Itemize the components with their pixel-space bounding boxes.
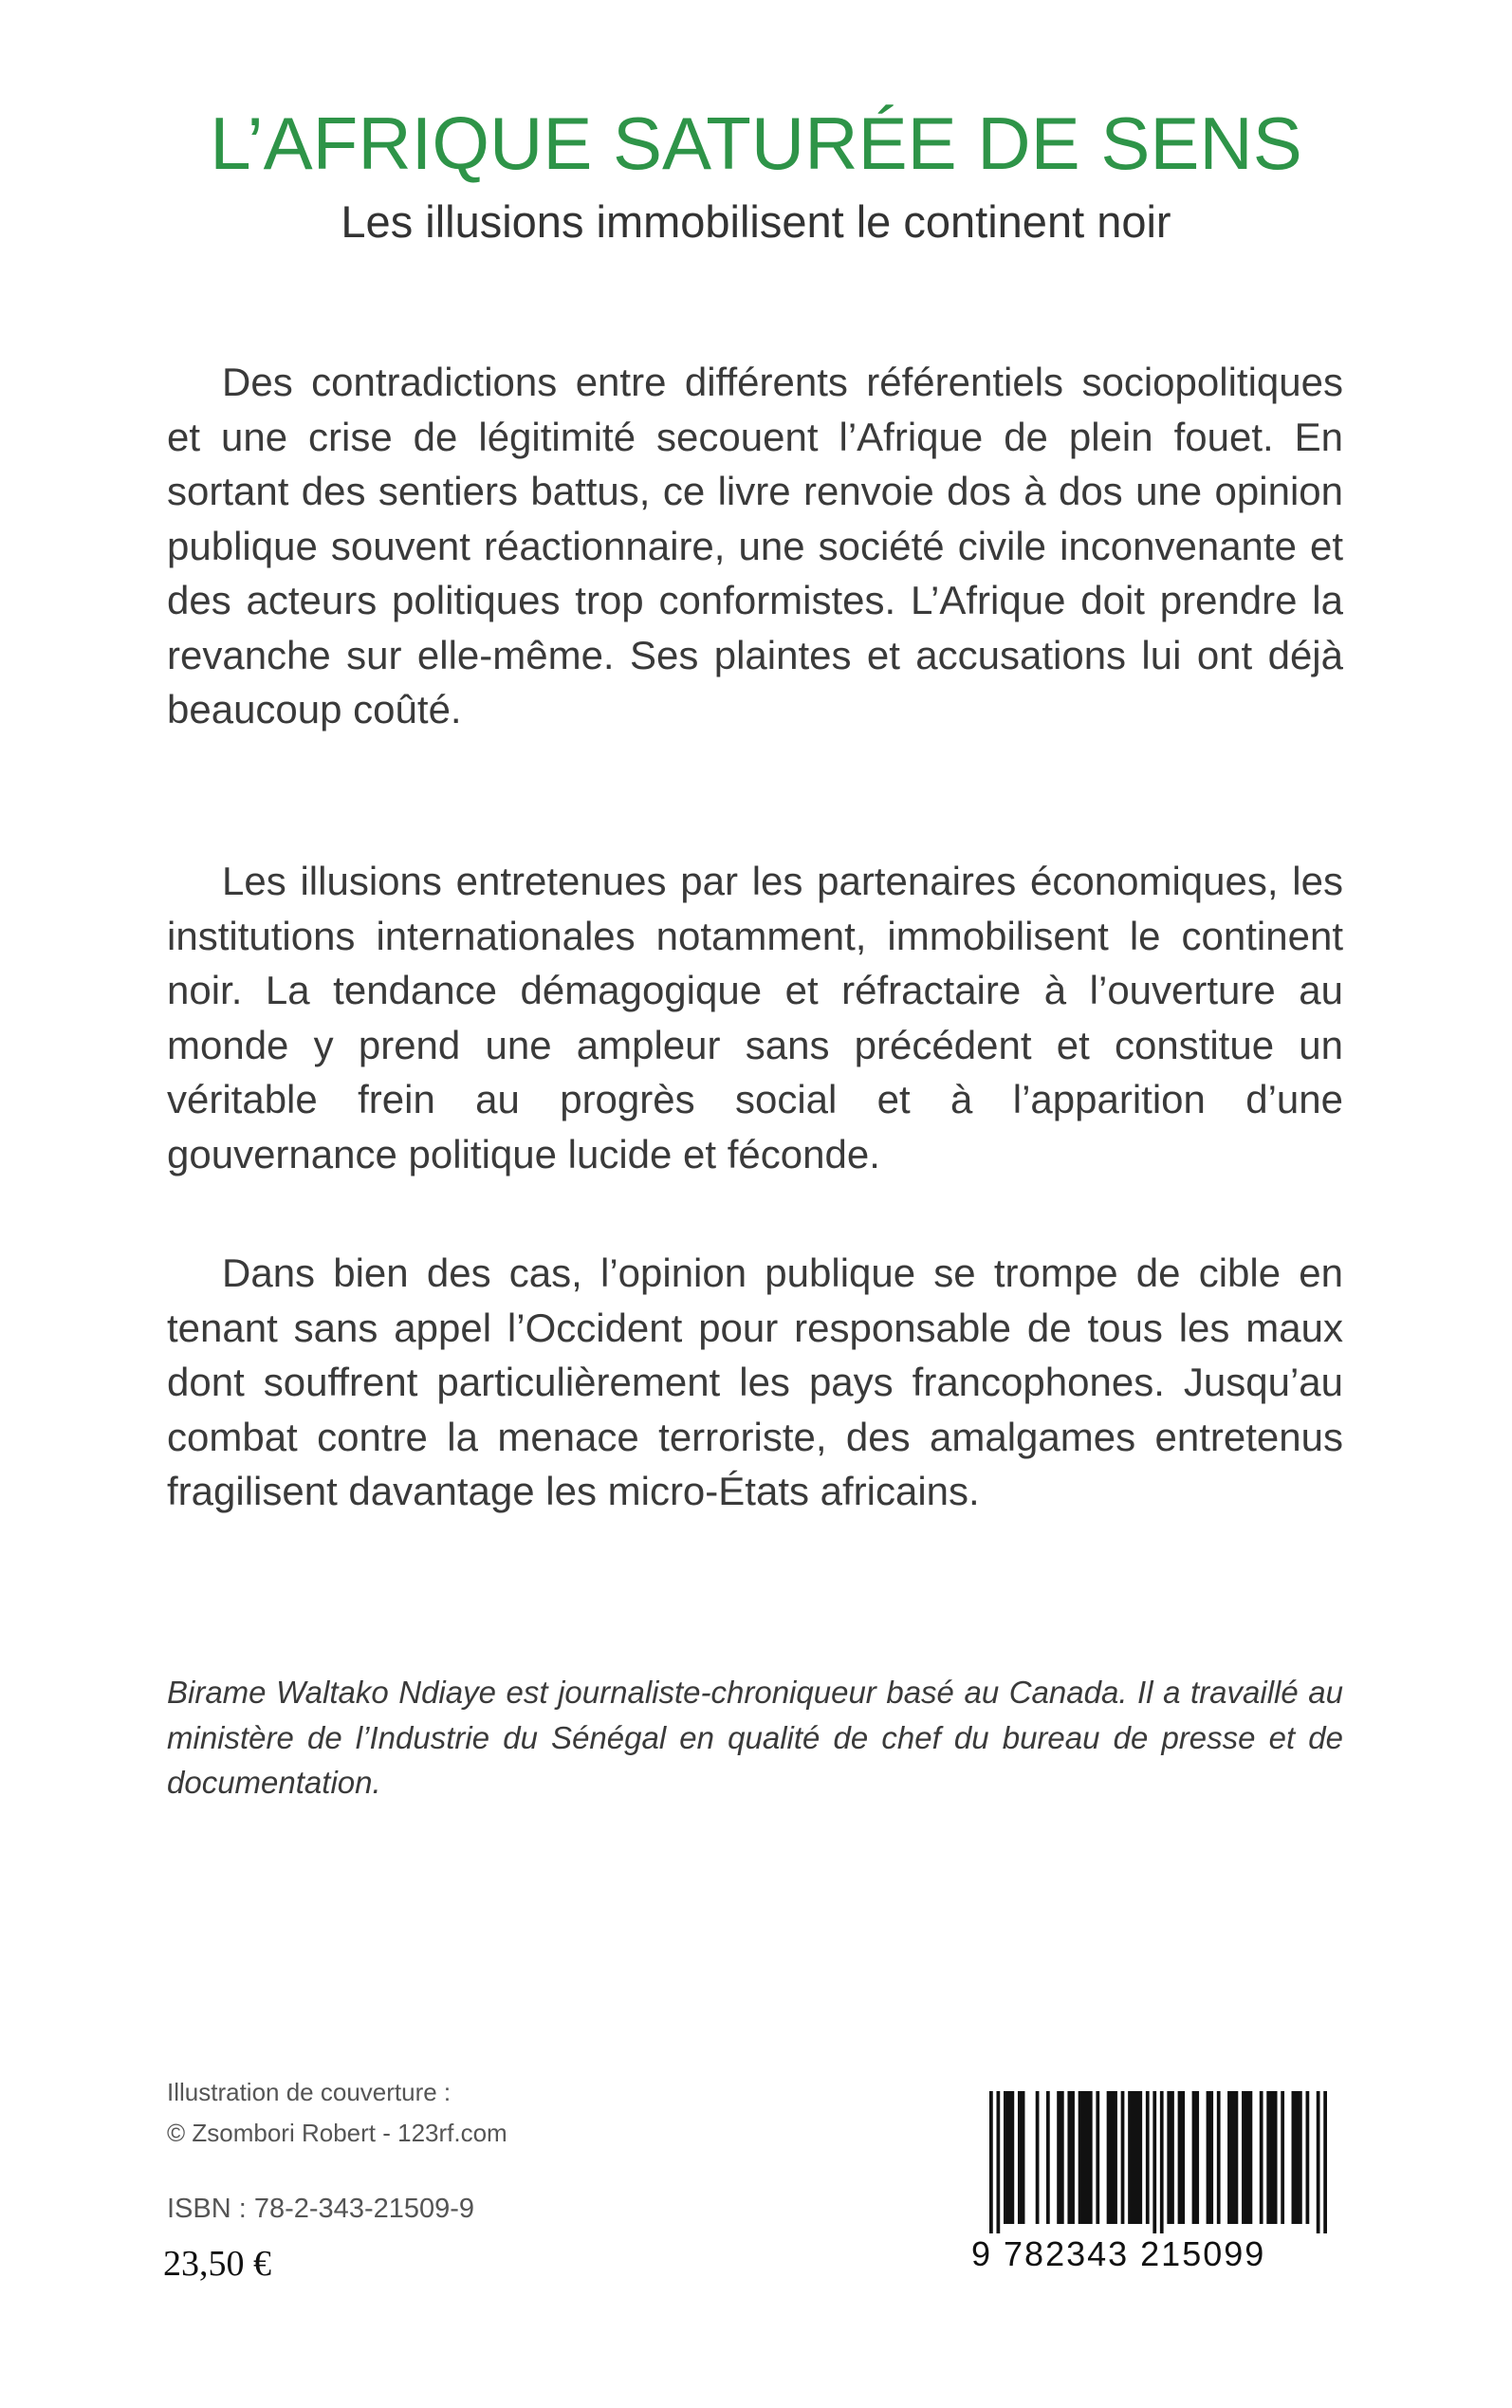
barcode-bar xyxy=(1292,2091,1302,2224)
barcode-bar xyxy=(1178,2091,1185,2224)
barcode-bar xyxy=(1057,2091,1063,2224)
barcode-bar xyxy=(989,2091,993,2233)
barcode-bar xyxy=(1036,2091,1040,2224)
barcode-bar xyxy=(1046,2091,1050,2224)
blurb-paragraph-2: Les illusions entretenues par les partenaires économiques, les institutions internationales notamment, immobilisent le continent noir. La tendance démagogique et réfractaire à l’ouverture au monde y prend une ampleur sans précédent et constitue un véritable frein au progrès social et à l’apparition d’une gouvernance politique lucide et féconde. xyxy=(167,859,1343,1176)
barcode-bar xyxy=(1121,2091,1125,2224)
barcode-bar xyxy=(1096,2091,1099,2224)
barcode-bar xyxy=(1067,2091,1074,2224)
barcode-bar xyxy=(1207,2091,1213,2224)
book-subtitle: Les illusions immobilisent le continent noir xyxy=(341,196,1171,247)
barcode-bar xyxy=(1079,2091,1093,2224)
barcode-bar xyxy=(1306,2091,1310,2224)
barcode-bar xyxy=(1128,2091,1142,2224)
barcode-bar xyxy=(1266,2091,1277,2224)
barcode-bar xyxy=(1152,2091,1156,2233)
isbn: ISBN : 78-2-343-21509-9 xyxy=(167,2194,475,2224)
barcode-bar xyxy=(1227,2091,1238,2224)
barcode-bar xyxy=(1146,2091,1150,2224)
barcode-bar xyxy=(1160,2091,1164,2233)
barcode-bar xyxy=(996,2091,1000,2233)
price: 23,50 € xyxy=(163,2244,271,2284)
barcode-bar xyxy=(1323,2091,1327,2233)
author-bio: Birame Waltako Ndiaye est journaliste-chroniqueur basé au Canada. Il a travaillé au ministère de l’Industrie du Sénégal en qualité de chef du bureau de presse et de documentation. xyxy=(167,1675,1343,1800)
barcode-bar xyxy=(1167,2091,1173,2224)
book-title: L’AFRIQUE SATURÉE DE SENS xyxy=(210,102,1302,185)
illustration-label: Illustration de couverture : xyxy=(167,2078,452,2106)
blurb-paragraph-1: Des contradictions entre différents référentiels sociopolitiques et une crise de légitimité secouent l’Afrique de plein fouet. En sortant des sentiers battus, ce livre renvoie dos à dos une opinion publique souvent réactionnaire, une société civile inconvenante et des acteurs politiques trop conformistes. L’Afrique doit prendre la revanche sur elle-même. Ses plaintes et accusations lui ont déjà beaucoup coûté. xyxy=(167,360,1343,732)
barcode-digits: 9 782343 215099 xyxy=(971,2234,1266,2273)
barcode-bar xyxy=(1260,2091,1263,2224)
barcode-bar xyxy=(1217,2091,1221,2224)
barcode-bar xyxy=(1004,2091,1014,2224)
blurb-paragraph-3: Dans bien des cas, l’opinion publique se trompe de cible en tenant sans appel l’Occident pour responsable de tous les maux dont souffrent particulièrement les pays francophones. Jusqu’au combat contre la menace terroriste, des amalgames entretenus fragilisent davantage les micro-États africains. xyxy=(167,1250,1343,1513)
barcode-bar xyxy=(1242,2091,1252,2224)
barcode-bar xyxy=(1281,2091,1284,2224)
barcode-bar xyxy=(1107,2091,1117,2224)
barcode-bar xyxy=(1317,2091,1320,2233)
illustration-credit: © Zsombori Robert - 123rf.com xyxy=(167,2119,507,2147)
barcode-bar xyxy=(1192,2091,1199,2224)
barcode-bar xyxy=(1018,2091,1024,2224)
barcode-bars xyxy=(989,2091,1327,2233)
